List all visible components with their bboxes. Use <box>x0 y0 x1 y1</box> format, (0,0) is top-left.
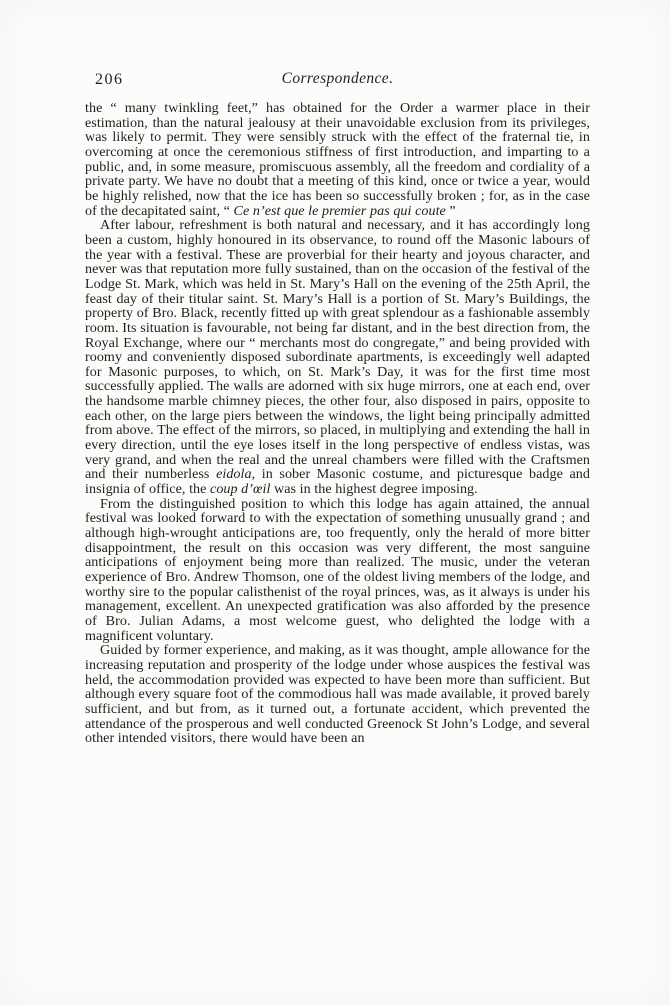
italic-text-run: Ce n’est que le premier pas qui coute <box>233 202 446 219</box>
running-title: Correspondence. <box>281 70 394 87</box>
page-header <box>85 70 590 90</box>
text-run: the “ many twinkling feet,” has obtained for the Order a warmer place in their estimation, than the natural jealousy at their unavoidable exclusion from its privileges, was likely to permit. They were sensibly struck with the effect of the fraternal tie, in overcoming at once the ceremonious stiffness of first introduction, and imparting to a public, and, in some measure, promiscuous assembly, all the freedom and cordiality of a private party. We have no doubt that a meeting of this kind, once or twice a year, would be highly relished, now that the ice has been so successfully broken ; for, as in the case of the decapitated saint, “ <box>85 100 590 219</box>
paragraph <box>85 101 590 218</box>
paragraph <box>85 643 590 746</box>
text-run: Guided by former experience, and making, as it was thought, ample allowance for the increasing reputation and prosperity of the lodge under whose auspices the festival was held, the accommodation provided was expected to have been more than sufficient. But although every square foot of the commodious hall was made available, it proved barely sufficient, and but from, as it turned out, a fortunate accident, which prevented the attendance of the prosperous and well conducted Greenock St John’s Lodge, and several other intended visitors, there would have been an <box>85 642 590 747</box>
paragraph <box>85 218 590 496</box>
text-run: , in sober Masonic costume, and picturesque badge and insignia of office, the <box>85 466 590 498</box>
italic-text-run: eidola <box>216 466 252 483</box>
text-run: ” <box>445 202 456 219</box>
page-number: 206 <box>95 71 124 88</box>
text-run: After labour, refreshment is both natural and necessary, and it has accordingly long been a custom, highly honoured in its observance, to round off the Masonic labours of the year with a festival. These are proverbial for their hearty and joyous character, and never was that reputation more fully sustained, than on the occasion of the festival of the Lodge St. Mark, which was held in St. Mary’s Hall on the evening of the 25th April, the feast day of their titular saint. St. Mary’s Hall is a portion of St. Mary’s Buildings, the property of Bro. Black, recently fitted up with great splendour as a fashionable assembly room. Its situation is favourable, not being far distant, and in the best direction from, the Royal Exchange, where our “ merchants most do congregate,” and being provided with roomy and conveniently disposed subordinate apartments, is exceedingly well adapted for Masonic purposes, to which, on St. Mark’s Day, it was for the first time most successfully applied. The walls are adorned with six huge mirrors, one at each end, over the handsome marble chimney pieces, the other four, also disposed in pairs, opposite to each other, on the large piers between the windows, the light being principally admitted from above. The effect of the mirrors, so placed, in multiplying and extending the hall in every direction, until the eye loses itself in the long perspective of endless vistas, was very grand, and when the real and the unreal chambers were filled with the Craftsmen and their numberless <box>85 217 590 483</box>
text-run: was in the highest degree imposing. <box>270 481 478 498</box>
italic-text-run: coup d’œil <box>210 481 271 498</box>
paragraph <box>85 497 590 644</box>
page-body <box>85 101 590 746</box>
text-run: From the distinguished position to which this lodge has again attained, the annual festival was looked forward to with the expectation of something unusually grand ; and although high-wrought anticipations are, too frequently, only the herald of more bitter disappointment, the result on this occasion was very different, the most sanguine anticipations of enjoyment being more than realized. The music, under the veteran experience of Bro. Andrew Thomson, one of the oldest living members of the lodge, and worthy sire to the popular calisthenist of the royal princes, was, as it always is under his management, excellent. An unexpected gratification was also afforded by the presence of Bro. Julian Adams, a most welcome guest, who delighted the lodge with a magnificent voluntary. <box>85 495 590 644</box>
